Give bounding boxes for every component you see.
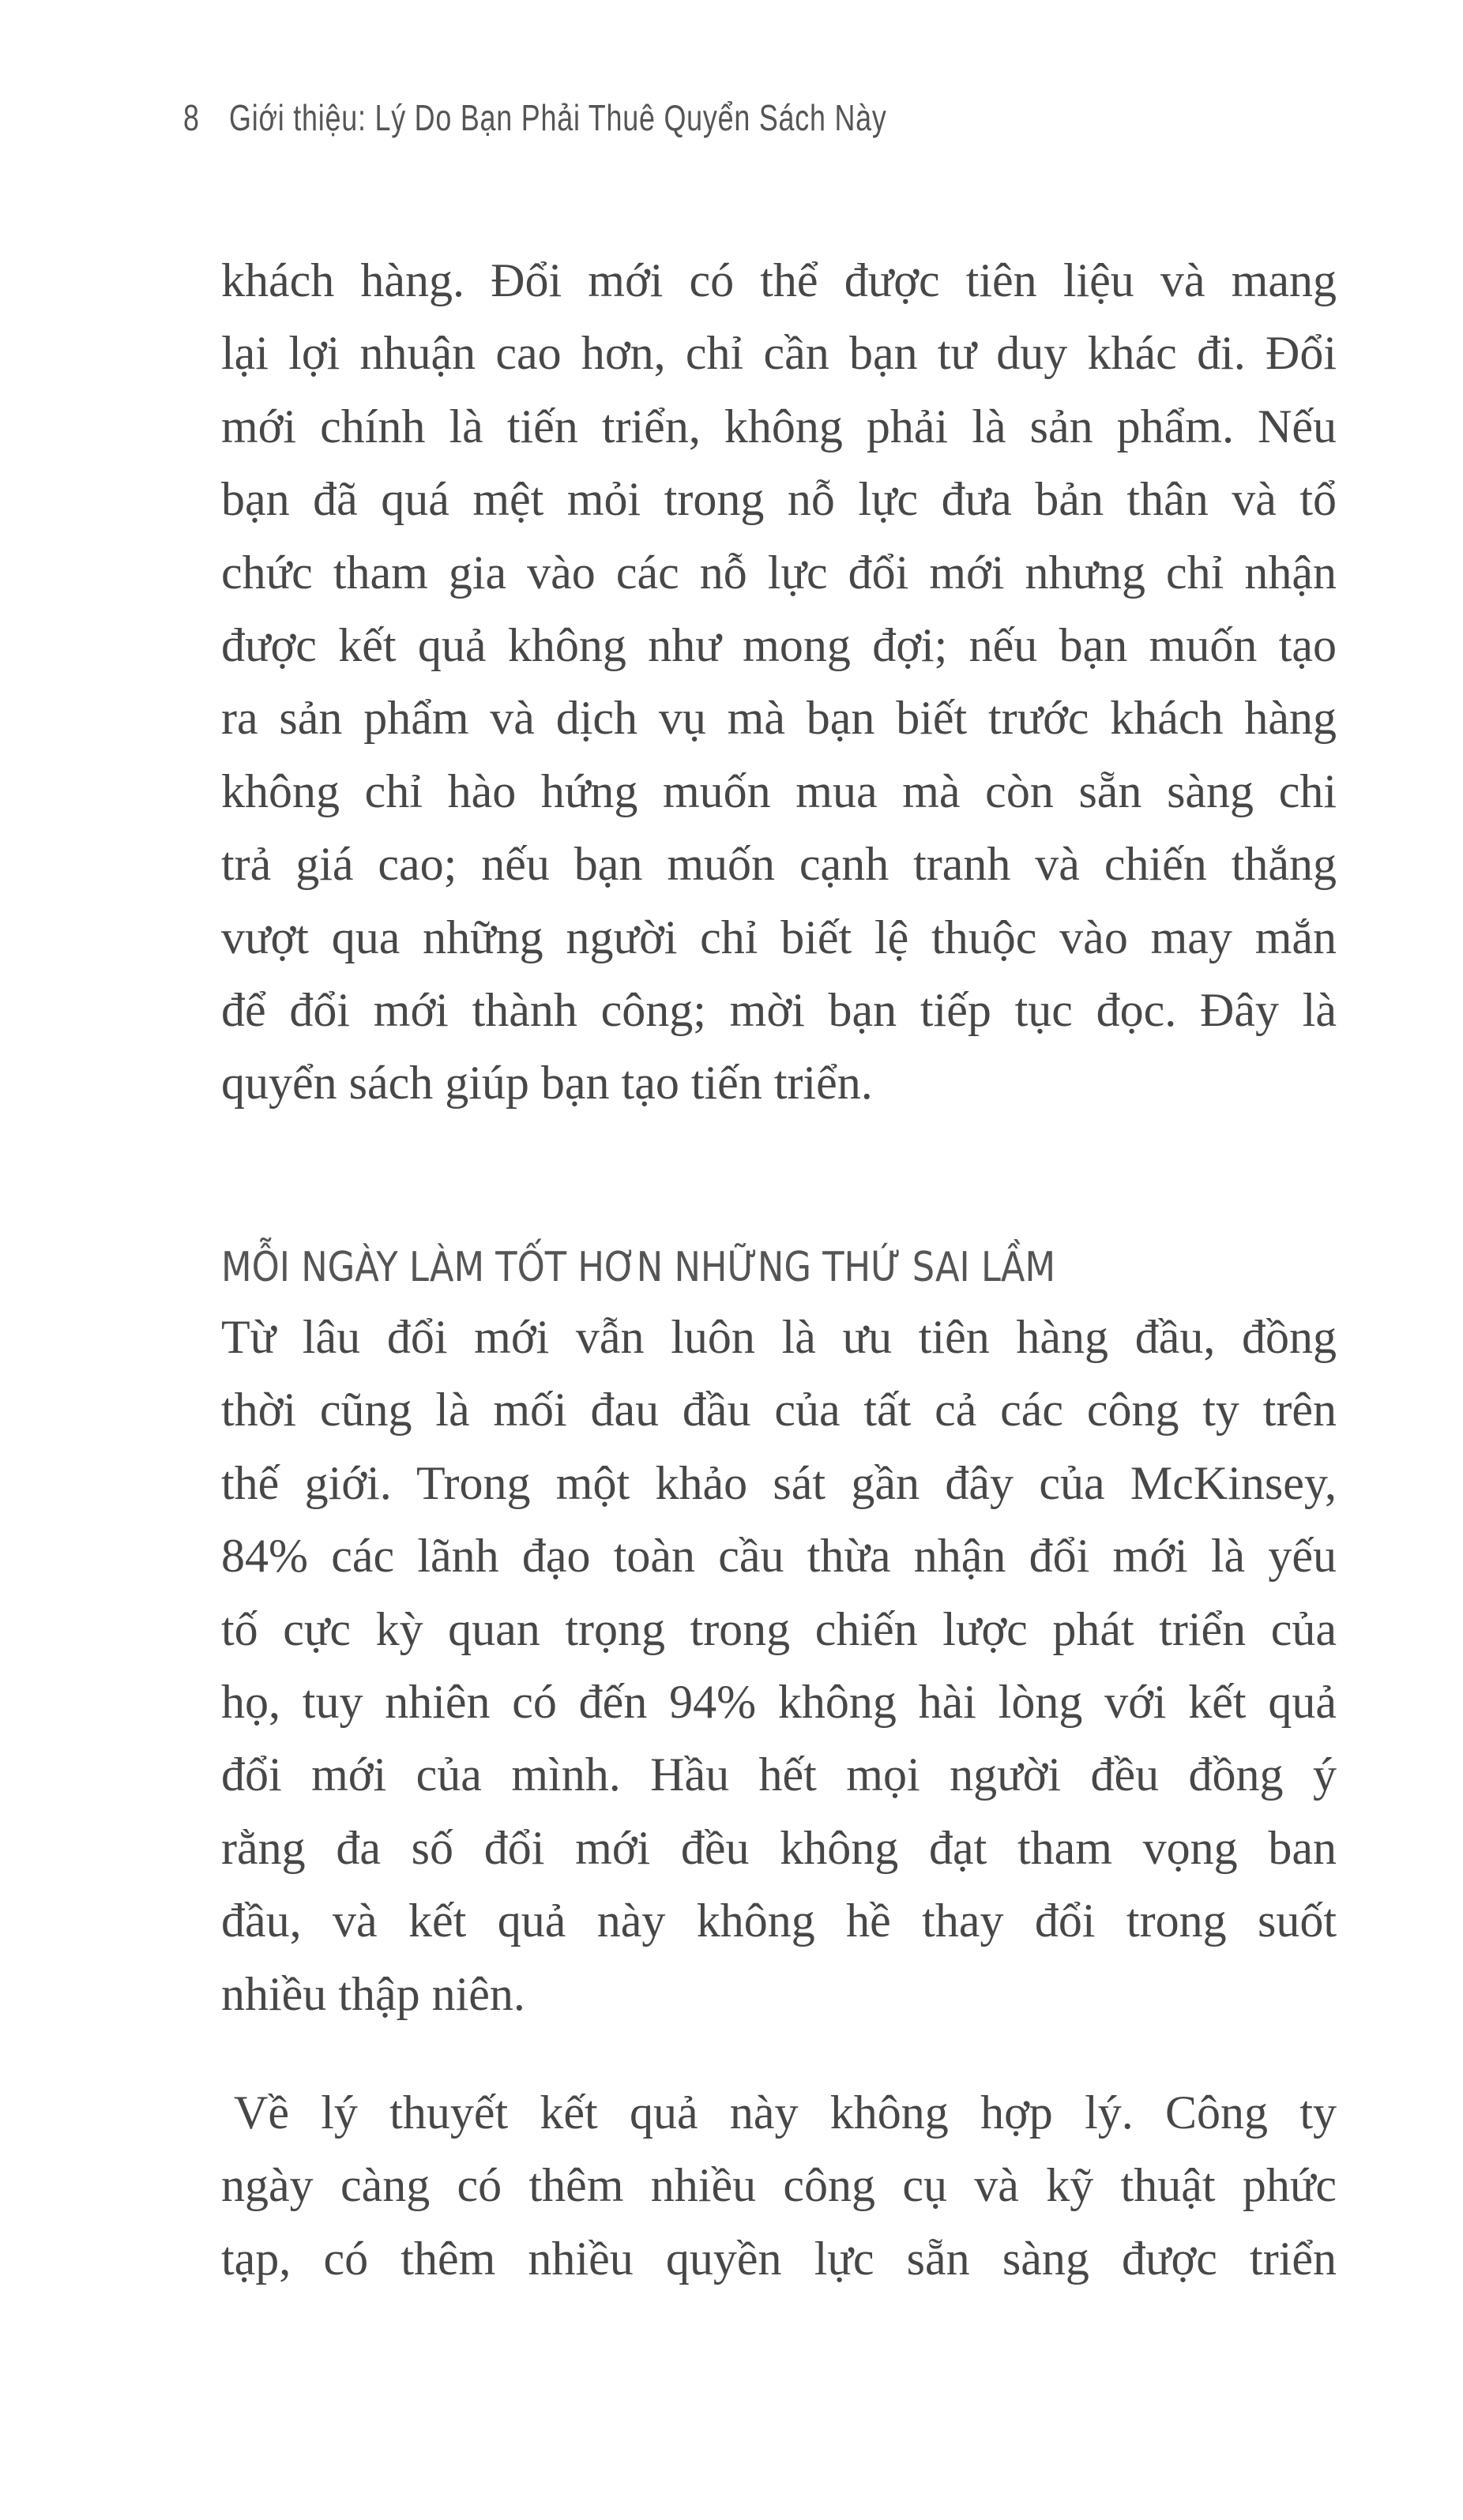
text-line: đầu, và kết quả này không hề thay đổi trong suốt: [221, 1895, 1337, 1947]
text-line: để đổi mới thành công; mời bạn tiếp tục đọc. Đây là: [221, 984, 1337, 1036]
text-line: quyển sách giúp bạn tạo tiến triển.: [221, 1057, 873, 1110]
text-line: họ, tuy nhiên có đến 94% không hài lòng với kết quả: [221, 1676, 1337, 1728]
text-line: thế giới. Trong một khảo sát gần đây của McKinsey,: [221, 1456, 1337, 1509]
text-line: tạp, có thêm nhiều quyền lực sẵn sàng được triển: [221, 2232, 1337, 2285]
text-line: lại lợi nhuận cao hơn, chỉ cần bạn tư duy khác đi. Đổi: [221, 327, 1337, 380]
chapter-title: Giới thiệu: Lý Do Bạn Phải Thuê Quyển Sách Này: [229, 97, 887, 138]
text-line: rằng đa số đổi mới đều không đạt tham vọng ban: [221, 1821, 1337, 1874]
text-line: 84% các lãnh đạo toàn cầu thừa nhận đổi mới là yếu: [221, 1530, 1337, 1583]
text-line: ra sản phẩm và dịch vụ mà bạn biết trước khách hàng: [221, 692, 1337, 745]
text-line: vượt qua những người chỉ biết lệ thuộc vào may mắn: [221, 911, 1337, 963]
text-line: đổi mới của mình. Hầu hết mọi người đều đồng ý: [221, 1748, 1337, 1801]
text-line: được kết quả không như mong đợi; nếu bạn muốn tạo: [221, 619, 1337, 671]
text-line: khách hàng. Đổi mới có thể được tiên liệu và mang: [221, 254, 1337, 306]
text-line: tố cực kỳ quan trọng trong chiến lược phát triển của: [221, 1602, 1337, 1655]
text-line: Từ lâu đổi mới vẫn luôn là ưu tiên hàng đầu, đồng: [221, 1311, 1337, 1363]
page-number: 8: [183, 97, 200, 138]
text-line: bạn đã quá mệt mỏi trong nỗ lực đưa bản thân và tổ: [221, 473, 1337, 526]
running-header: [183, 96, 887, 139]
text-line: mới chính là tiến triển, không phải là sản phẩm. Nếu: [221, 400, 1337, 453]
text-line: ngày càng có thêm nhiều công cụ và kỹ thuật phức: [221, 2159, 1337, 2212]
text-line: trả giá cao; nếu bạn muốn cạnh tranh và chiến thắng: [221, 838, 1337, 891]
text-line: Về lý thuyết kết quả này không hợp lý. Công ty: [234, 2086, 1337, 2139]
text-line: không chỉ hào hứng muốn mua mà còn sẵn sàng chi: [221, 764, 1337, 817]
text-line: thời cũng là mối đau đầu của tất cả các công ty trên: [221, 1384, 1337, 1437]
text-line: nhiều thập niên.: [221, 1967, 525, 2020]
text-line: chức tham gia vào các nỗ lực đổi mới nhưng chỉ nhận: [221, 546, 1337, 599]
section-heading: MỖI NGÀY LÀM TỐT HƠN NHỮNG THỨ SAI LẦM: [221, 1244, 1056, 1291]
